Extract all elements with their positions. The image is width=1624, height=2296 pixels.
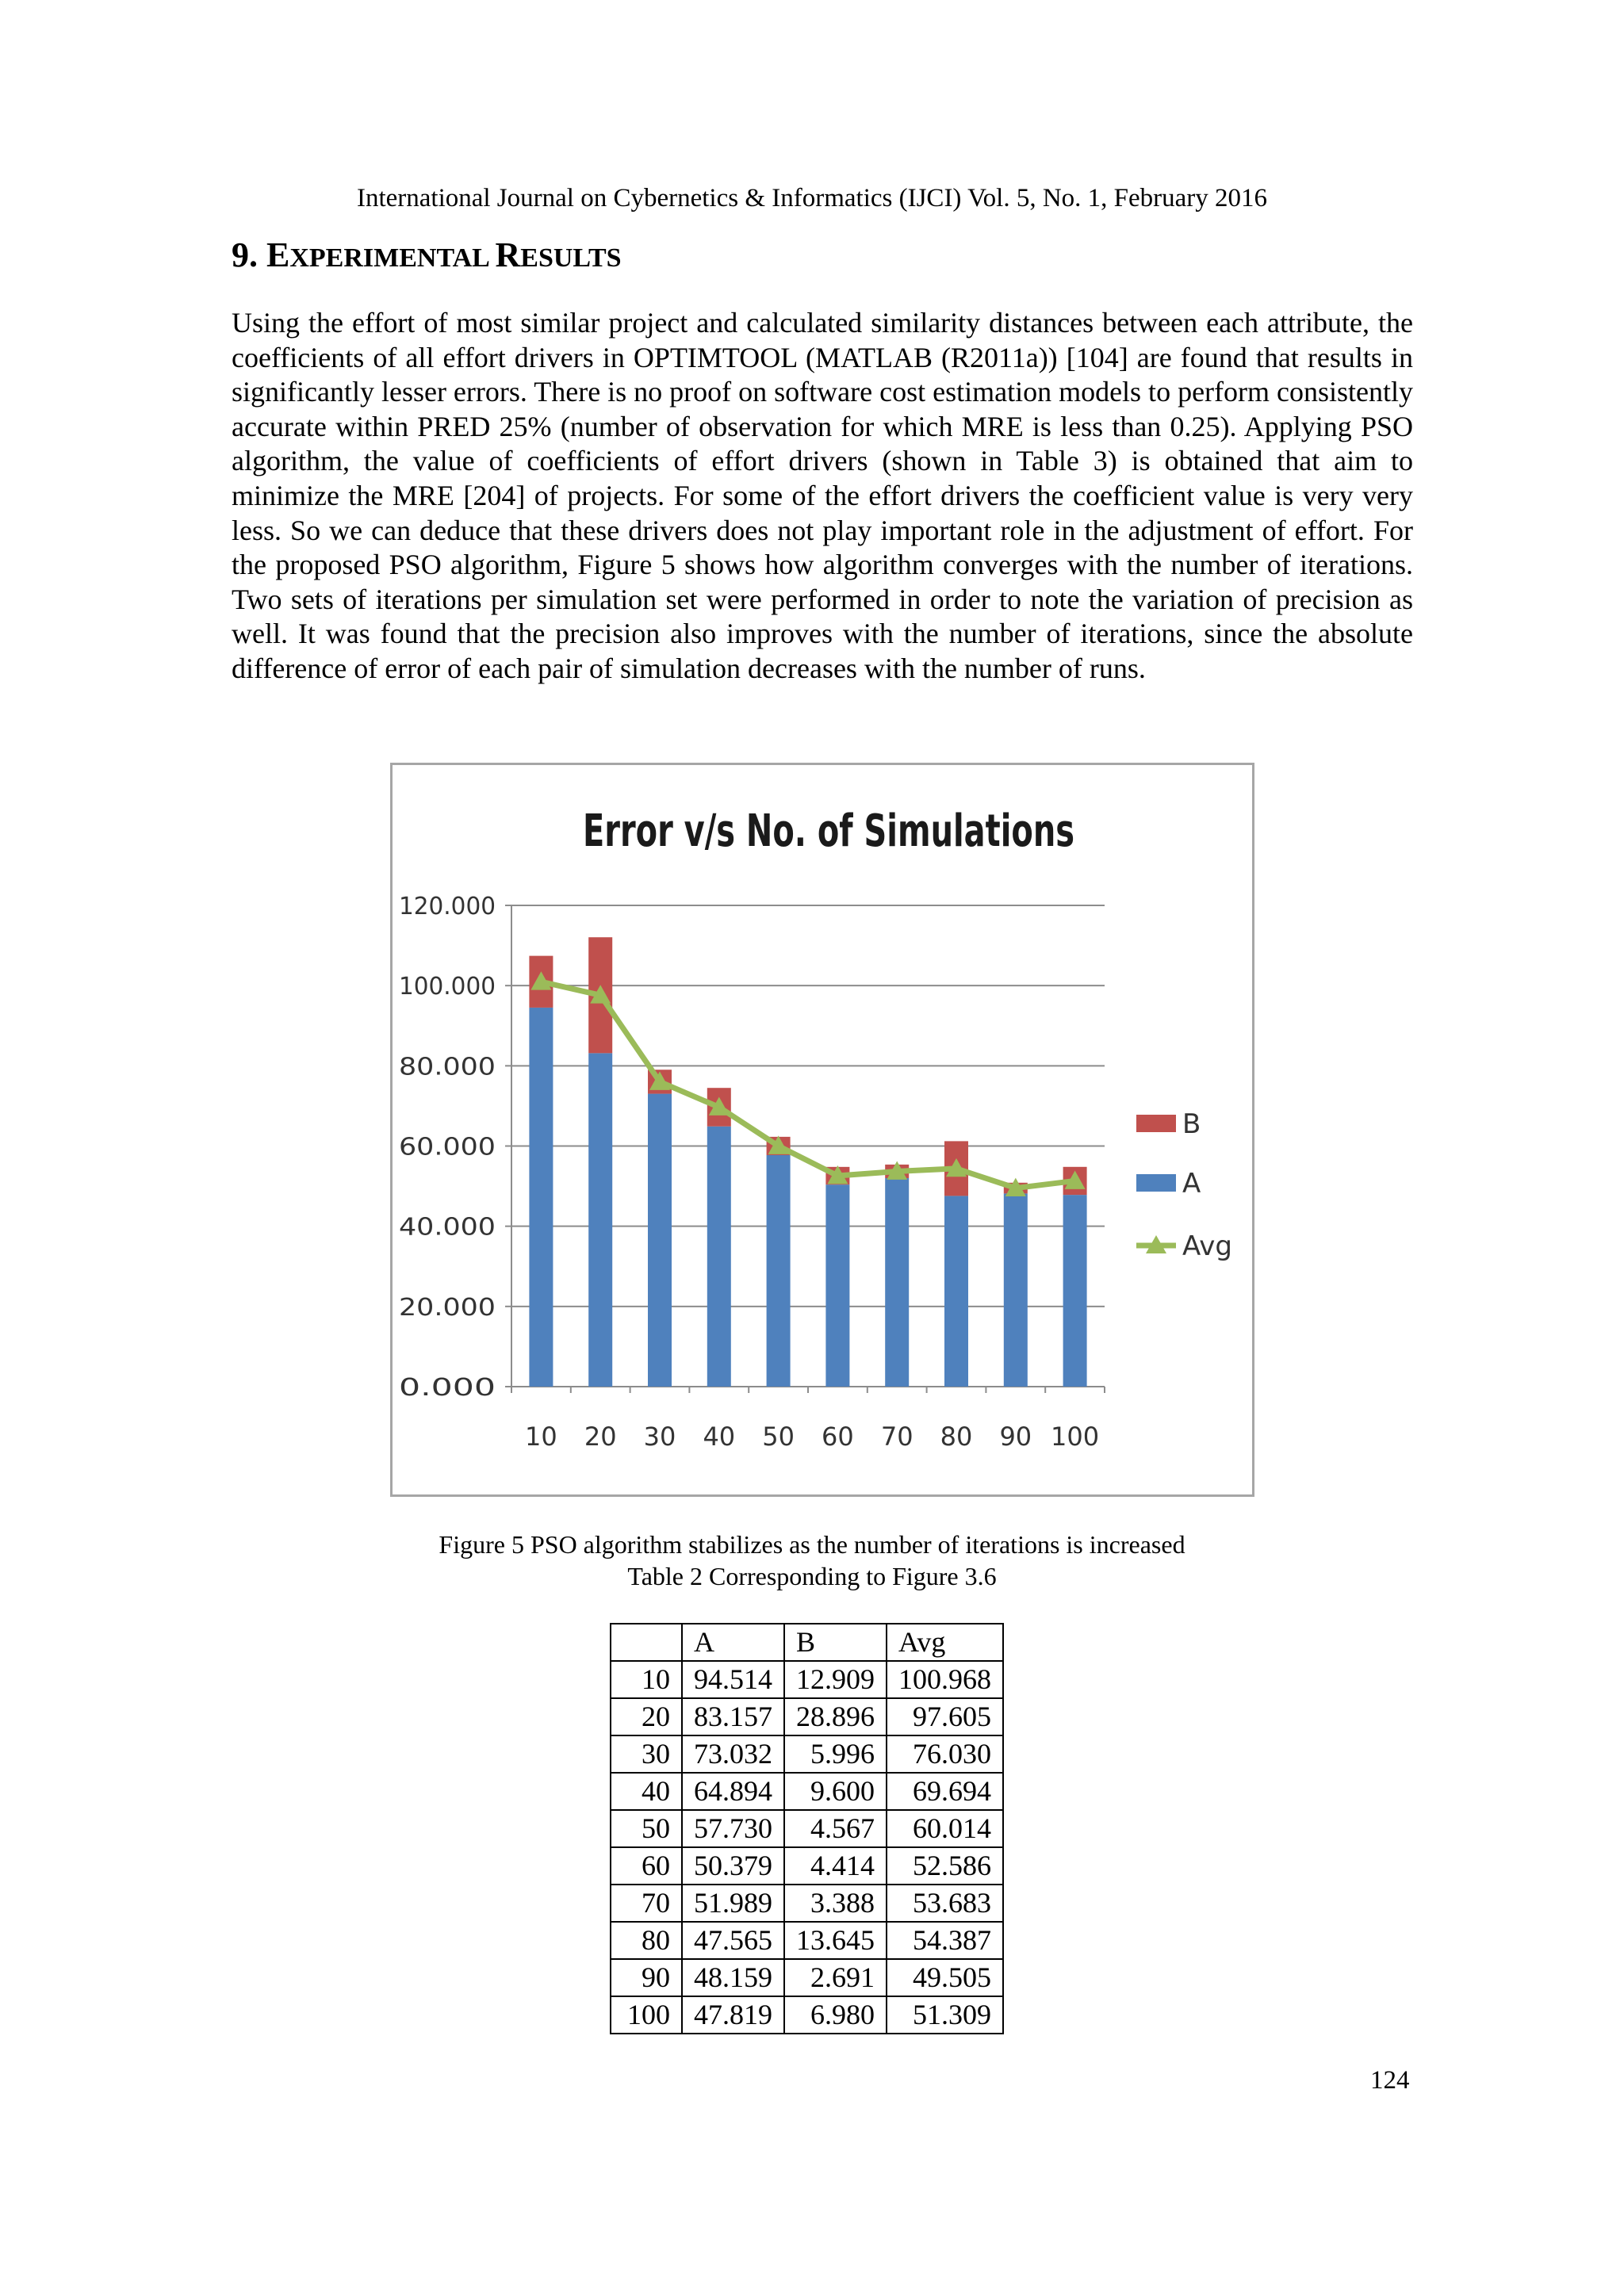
x-tick-label: 80	[940, 1422, 973, 1452]
bar-series-a	[825, 1184, 849, 1387]
y-tick-label: 0.000	[399, 1374, 496, 1402]
table-cell: 9.600	[784, 1773, 887, 1810]
table-row	[611, 1698, 1003, 1735]
table-cell: 51.989	[682, 1885, 784, 1922]
data-table	[610, 1623, 1004, 2034]
table-cell: 90	[611, 1959, 682, 1996]
x-tick-label: 50	[762, 1422, 795, 1452]
section-heading	[232, 235, 622, 275]
table-cell: 83.157	[682, 1698, 784, 1735]
table-cell: 64.894	[682, 1773, 784, 1810]
table-cell: 76.030	[887, 1735, 1003, 1773]
section-title-letter-1: E	[266, 235, 290, 274]
x-tick-label: 20	[584, 1422, 617, 1452]
table-row	[611, 1885, 1003, 1922]
table-cell: 94.514	[682, 1661, 784, 1698]
legend-label-b: B	[1182, 1108, 1201, 1140]
table-header-row	[611, 1624, 1003, 1661]
table-cell: 50.379	[682, 1847, 784, 1885]
table-cell: 5.996	[784, 1735, 887, 1773]
table-row	[611, 1735, 1003, 1773]
table-cell: 100	[611, 1996, 682, 2034]
table-row	[611, 1959, 1003, 1996]
table-row	[611, 1661, 1003, 1698]
table-header-cell: B	[784, 1624, 887, 1661]
table-cell: 40	[611, 1773, 682, 1810]
x-tick-label: 100	[1051, 1422, 1100, 1452]
table-cell: 30	[611, 1735, 682, 1773]
chart-title: Error v/s No. of Simulations	[583, 806, 1074, 857]
table-header-cell: Avg	[887, 1624, 1003, 1661]
y-tick-label: 40.000	[399, 1213, 496, 1242]
avg-line	[541, 982, 1074, 1188]
table-cell: 97.605	[887, 1698, 1003, 1735]
page-number: 124	[1370, 2066, 1410, 2095]
y-tick-label: 120.000	[399, 893, 496, 920]
body-paragraph: Using the effort of most similar project and calculated similarity distances between each attribute, the coefficients of all effort drivers in OPTIMTOOL (MATLAB (R2011a)) [104] are found that results in significantly lesser errors. There is no proof on software cost estimation models to perform consistently accurate within PRED 25% (number of observation for which MRE is less than 0.25). Applying PSO algorithm, the value of coefficients of effort drivers (shown in Table 3) is obtained that aim to minimize the MRE [204] of projects. For some of the effort drivers the coefficient value is very very less. So we can deduce that these drivers does not play important role in the adjustment of effort. For the proposed PSO algorithm, Figure 5 shows how algorithm converges with the number of iterations. Two sets of iterations per simulation set were performed in order to note the variation of precision as well. It was found that the precision also improves with the number of iterations, since the absolute difference of error of each pair of simulation decreases with the number of runs.	[232, 307, 1413, 684]
table-row	[611, 1996, 1003, 2034]
table-cell: 53.683	[887, 1885, 1003, 1922]
y-tick-label: 60.000	[399, 1133, 496, 1161]
bar-series-a	[648, 1094, 672, 1387]
table-cell: 60	[611, 1847, 682, 1885]
bar-series-a	[944, 1196, 968, 1387]
legend-label-avg: Avg	[1182, 1230, 1232, 1262]
bar-series-a	[1063, 1195, 1087, 1387]
table-cell: 3.388	[784, 1885, 887, 1922]
bar-series-a	[1004, 1193, 1028, 1387]
bar-series-a	[767, 1155, 791, 1387]
table-cell: 52.586	[887, 1847, 1003, 1885]
table-cell: 48.159	[682, 1959, 784, 1996]
chart-svg	[393, 765, 1252, 1494]
table-row	[611, 1773, 1003, 1810]
y-tick-label: 100.000	[399, 973, 496, 1001]
table-row	[611, 1847, 1003, 1885]
table-cell: 13.645	[784, 1922, 887, 1959]
table-cell: 80	[611, 1922, 682, 1959]
table-cell: 60.014	[887, 1810, 1003, 1847]
x-tick-label: 40	[703, 1422, 736, 1452]
x-tick-label: 70	[880, 1422, 914, 1452]
table-cell: 70	[611, 1885, 682, 1922]
figure-caption: Figure 5 PSO algorithm stabilizes as the number of iterations is increased	[439, 1530, 1185, 1559]
table-cell: 4.414	[784, 1847, 887, 1885]
table-cell: 54.387	[887, 1922, 1003, 1959]
table-cell: 50	[611, 1810, 682, 1847]
legend-swatch-b	[1136, 1115, 1176, 1132]
table-cell: 73.032	[682, 1735, 784, 1773]
table-cell: 12.909	[784, 1661, 887, 1698]
bar-series-a	[885, 1178, 909, 1387]
x-tick-label: 10	[525, 1422, 557, 1452]
table-cell: 47.565	[682, 1922, 784, 1959]
bar-series-a	[529, 1008, 553, 1387]
table-cell: 28.896	[784, 1698, 887, 1735]
section-number: 9.	[232, 235, 266, 274]
legend-swatch-a	[1136, 1174, 1176, 1192]
y-tick-label: 20.000	[399, 1293, 496, 1322]
table-cell: 47.819	[682, 1996, 784, 2034]
table-cell: 100.968	[887, 1661, 1003, 1698]
table-cell: 69.694	[887, 1773, 1003, 1810]
table-cell: 4.567	[784, 1810, 887, 1847]
table-header-cell	[611, 1624, 682, 1661]
bar-series-a	[707, 1127, 731, 1387]
section-title-rest-1: XPERIMENTAL	[289, 243, 496, 273]
table-header-cell: A	[682, 1624, 784, 1661]
table-cell: 49.505	[887, 1959, 1003, 1996]
section-title-rest-2: ESULTS	[520, 243, 622, 273]
table-cell: 51.309	[887, 1996, 1003, 2034]
table-cell: 10	[611, 1661, 682, 1698]
table-cell: 20	[611, 1698, 682, 1735]
journal-header: International Journal on Cybernetics & Informatics (IJCI) Vol. 5, No. 1, February 2016	[356, 184, 1268, 212]
x-tick-label: 90	[999, 1422, 1032, 1452]
x-tick-label: 60	[822, 1422, 854, 1452]
bar-series-a	[588, 1053, 612, 1387]
table-row	[611, 1810, 1003, 1847]
table-cell: 57.730	[682, 1810, 784, 1847]
table-caption: Table 2 Corresponding to Figure 3.6	[627, 1562, 997, 1590]
figure-chart	[390, 763, 1254, 1497]
y-tick-label: 80.000	[399, 1053, 496, 1081]
table-row	[611, 1922, 1003, 1959]
x-tick-label: 30	[643, 1422, 676, 1452]
section-title-letter-2: R	[495, 235, 521, 274]
table-cell: 2.691	[784, 1959, 887, 1996]
table-cell: 6.980	[784, 1996, 887, 2034]
legend-label-a: A	[1182, 1168, 1201, 1200]
